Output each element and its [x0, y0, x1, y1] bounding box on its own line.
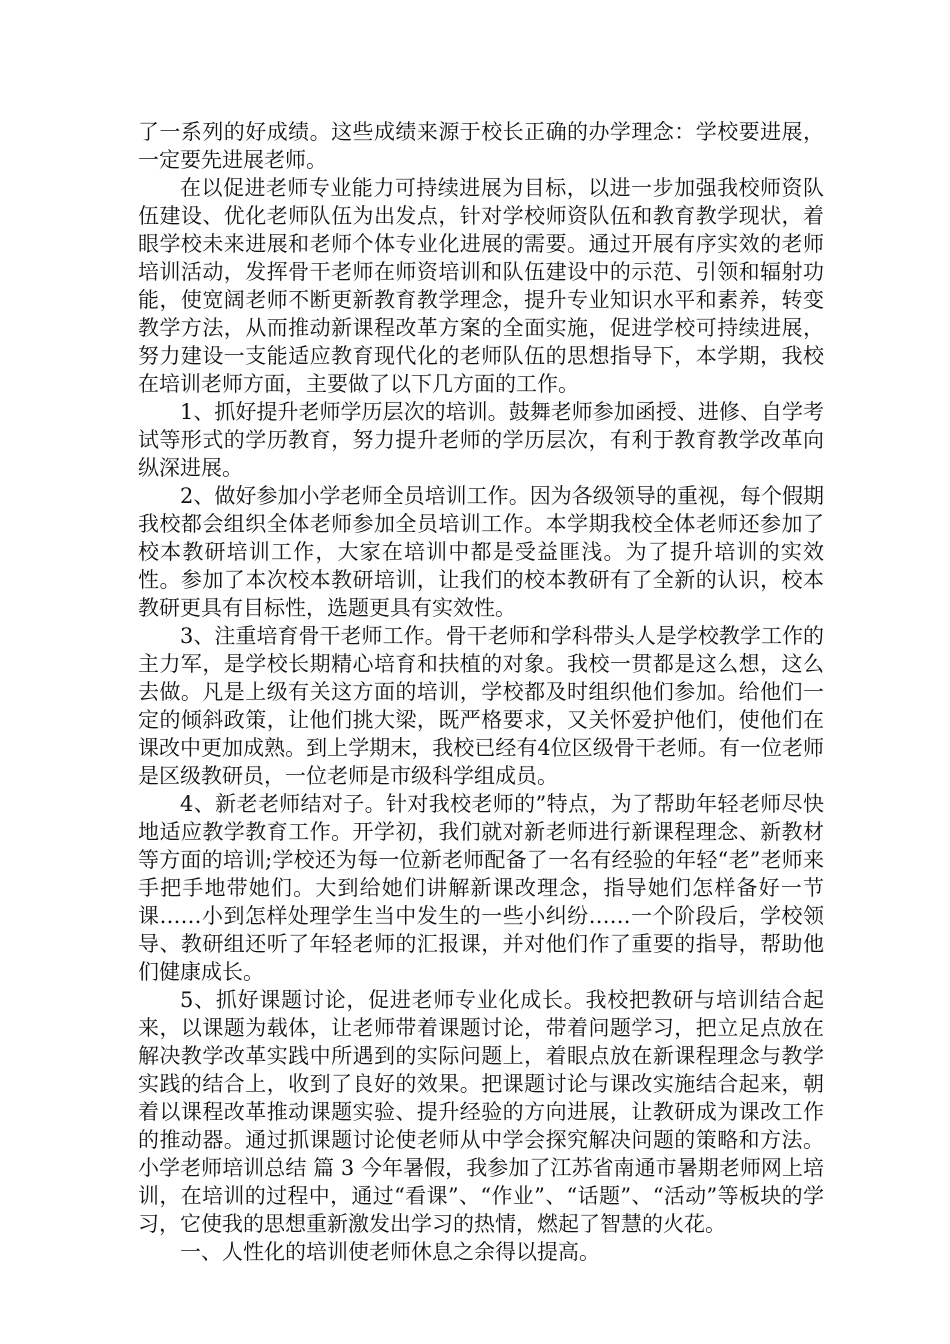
document-body — [138, 118, 824, 1266]
paragraph-item-3: 3、注重培育骨干老师工作。骨干老师和学科带头人是学校教学工作的主力军，是学校长期精心培育和扶植的对象。我校一贯都是这么想，这么去做。凡是上级有关这方面的培训，学校都及时组织他们参加。给他们一定的倾斜政策，让他们挑大梁，既严格要求，又关怀爱护他们，使他们在课改中更加成熟。到上学期末，我校已经有4位区级骨干老师。有一位老师是区级教研员，一位老师是市级科学组成员。 — [138, 624, 824, 788]
paragraph-item-1: 1、抓好提升老师学历层次的培训。鼓舞老师参加函授、进修、自学考试等形式的学历教育，努力提升老师的学历层次，有利于教育教学改革向纵深进展。 — [138, 400, 824, 480]
paragraph-continuation: 了一系列的好成绩。这些成绩来源于校长正确的办学理念：学校要进展，一定要先进展老师。 — [138, 120, 824, 172]
paragraph-item-4: 4、新老老师结对子。针对我校老师的”特点，为了帮助年轻老师尽快地适应教学教育工作。开学初，我们就对新老师进行新课程理念、新教材等方面的培训;学校还为每一位新老师配备了一名有经验的年轻“老”老师来手把手地带她们。大到给她们讲解新课改理念，指导她们怎样备好一节课……小到怎样处理学生当中发生的一些小纠纷……一个阶段后，学校领导、教研组还听了年轻老师的汇报课，并对他们作了重要的指导，帮助他们健康成长。 — [138, 792, 824, 984]
section-heading-1: 一、人性化的培训使老师休息之余得以提高。 — [180, 1240, 600, 1264]
paragraph-item-5: 5、抓好课题讨论，促进老师专业化成长。我校把教研与培训结合起来，以课题为载体，让老师带着课题讨论，带着问题学习，把立足点放在解决教学改革实践中所遇到的实际问题上，着眼点放在新课程理念与教学实践的结合上，收到了良好的效果。把课题讨论与课改实施结合起来，朝着以课程改革推动课题实验、提升经验的方向进展，让教研成为课改工作的推动器。通过抓课题讨论使老师从中学会探究解决问题的策略和方法。小学老师培训总结 篇 3 今年暑假，我参加了江苏省南通市暑期老师网上培训，在培训的过程中，通过“看课”、“作业”、“话题”、“活动”等板块的学习，它使我的思想重新激发出学习的热情，燃起了智慧的火花。 — [138, 988, 824, 1236]
paragraph-training-goal: 在以促进老师专业能力可持续进展为目标，以进一步加强我校师资队伍建设、优化老师队伍为出发点，针对学校师资队伍和教育教学现状，着眼学校未来进展和老师个体专业化进展的需要。通过开展有序实效的老师培训活动，发挥骨干老师在师资培训和队伍建设中的示范、引领和辐射功能，使宽阔老师不断更新教育教学理念，提升专业知识水平和素养，转变教学方法，从而推动新课程改革方案的全面实施，促进学校可持续进展，努力建设一支能适应教育现代化的老师队伍的思想指导下，本学期，我校在培训老师方面，主要做了以下几方面的工作。 — [138, 176, 824, 396]
paragraph-item-2: 2、做好参加小学老师全员培训工作。因为各级领导的重视，每个假期我校都会组织全体老师参加全员培训工作。本学期我校全体老师还参加了校本教研培训工作，大家在培训中都是受益匪浅。为了提升培训的实效性。参加了本次校本教研培训，让我们的校本教研有了全新的认识，校本教研更具有目标性，选题更具有实效性。 — [138, 484, 824, 620]
